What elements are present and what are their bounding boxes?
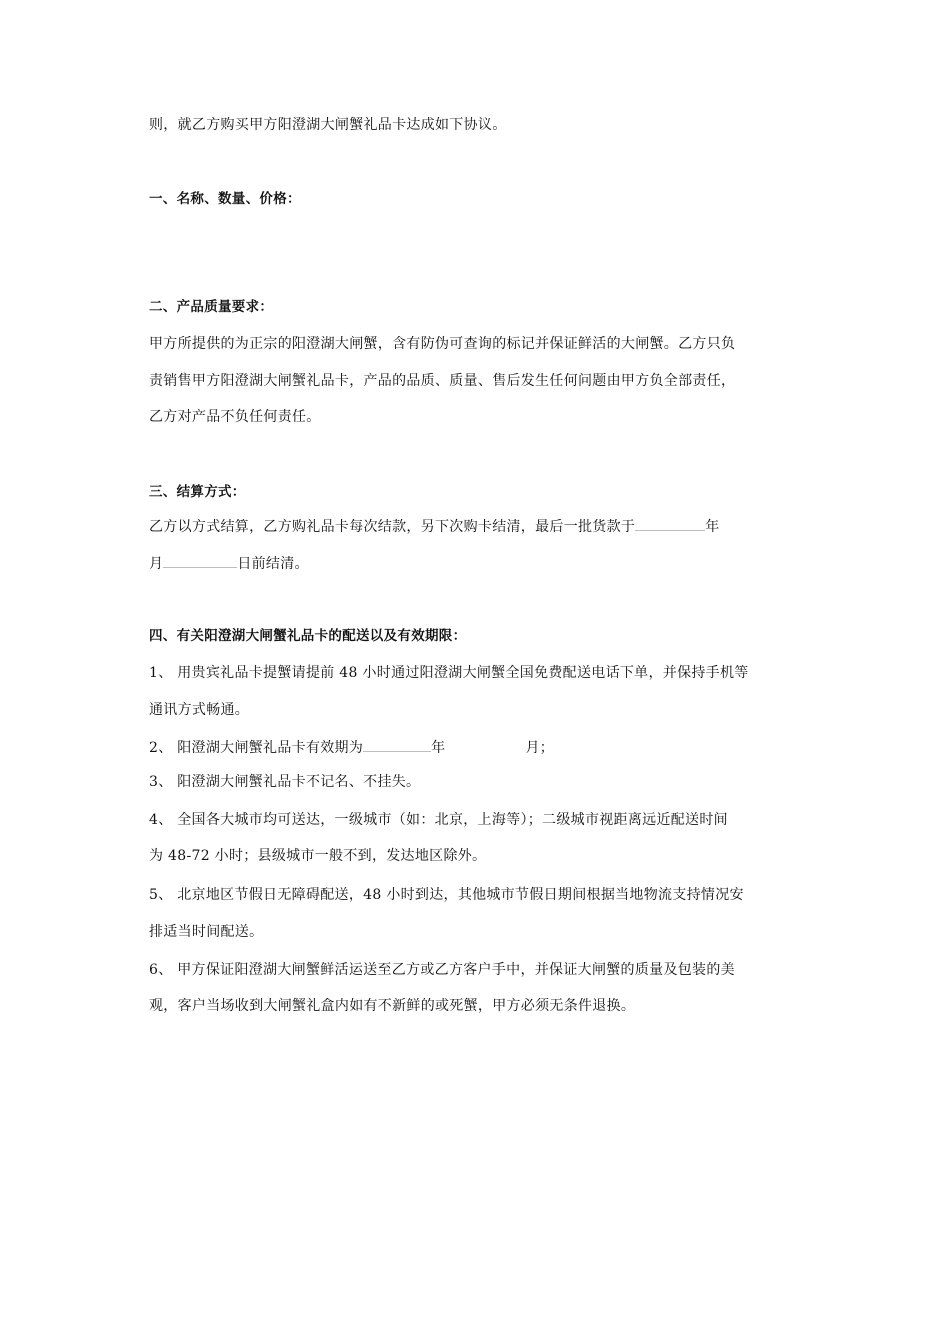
section3-line-1	[149, 516, 720, 537]
section3-line-2	[149, 553, 309, 574]
section4-item6-line-1: 6、 甲方保证阳澄湖大闸蟹鲜活运送至乙方或乙方客户手中，并保证大闸蟹的质量及包装的美	[149, 962, 735, 978]
validity-year-blank[interactable]	[363, 737, 431, 752]
section3-line-2-text: 日前结清。	[237, 556, 309, 572]
section3-line-1-text: 乙方以方式结算，乙方购礼品卡每次结款，另下次购卡结清，最后一批货款于	[149, 519, 636, 535]
section4-item4-line-1: 4、 全国各大城市均可送达，一级城市（如：北京，上海等）；二级城市视距离远近配送时间	[149, 812, 728, 828]
section4-item2-text: 2、 阳澄湖大闸蟹礼品卡有效期为	[149, 740, 364, 756]
intro-text: 则，就乙方购买甲方阳澄湖大闸蟹礼品卡达成如下协议。	[149, 117, 507, 133]
day-blank[interactable]	[163, 553, 237, 568]
section2-line-3: 乙方对产品不负任何责任。	[149, 409, 321, 425]
section2-heading: 二、产品质量要求：	[149, 299, 274, 315]
section3-heading: 三、结算方式：	[149, 484, 246, 500]
section4-item2-month-label: 月；	[525, 740, 555, 756]
section4-item1-line-2: 通讯方式畅通。	[149, 702, 250, 718]
section3-year-label: 年	[705, 519, 720, 535]
section4-item2-year-label: 年	[431, 740, 446, 756]
section4-item5-line-1: 5、 北京地区节假日无障碍配送，48 小时到达，其他城市节假日期间根据当地物流支持情况安	[149, 887, 744, 903]
section4-heading: 四、有关阳澄湖大闸蟹礼品卡的配送以及有效期限：	[149, 628, 467, 644]
section4-item5-line-2: 排适当时间配送。	[149, 924, 264, 940]
section2-line-2: 责销售甲方阳澄湖大闸蟹礼品卡，产品的品质、质量、售后发生任何问题由甲方负全部责任，	[149, 373, 736, 389]
section3-month-label: 月	[149, 556, 164, 572]
section2-line-1: 甲方所提供的为正宗的阳澄湖大闸蟹，含有防伪可查询的标记并保证鲜活的大闸蟹。乙方只负	[149, 336, 736, 352]
section4-item4-line-2: 为 48-72 小时；县级城市一般不到，发达地区除外。	[149, 848, 487, 864]
year-blank[interactable]	[635, 516, 705, 531]
section1-heading: 一、名称、数量、价格：	[149, 191, 301, 207]
section4-item6-line-2: 观，客户当场收到大闸蟹礼盒内如有不新鲜的或死蟹，甲方必须无条件退换。	[149, 998, 636, 1014]
section4-item1-line-1: 1、 用贵宾礼品卡提蟹请提前 48 小时通过阳澄湖大闸蟹全国免费配送电话下单，并保持手机等	[149, 665, 749, 681]
section4-item3: 3、 阳澄湖大闸蟹礼品卡不记名、不挂失。	[149, 774, 421, 790]
section4-item2	[149, 737, 554, 758]
